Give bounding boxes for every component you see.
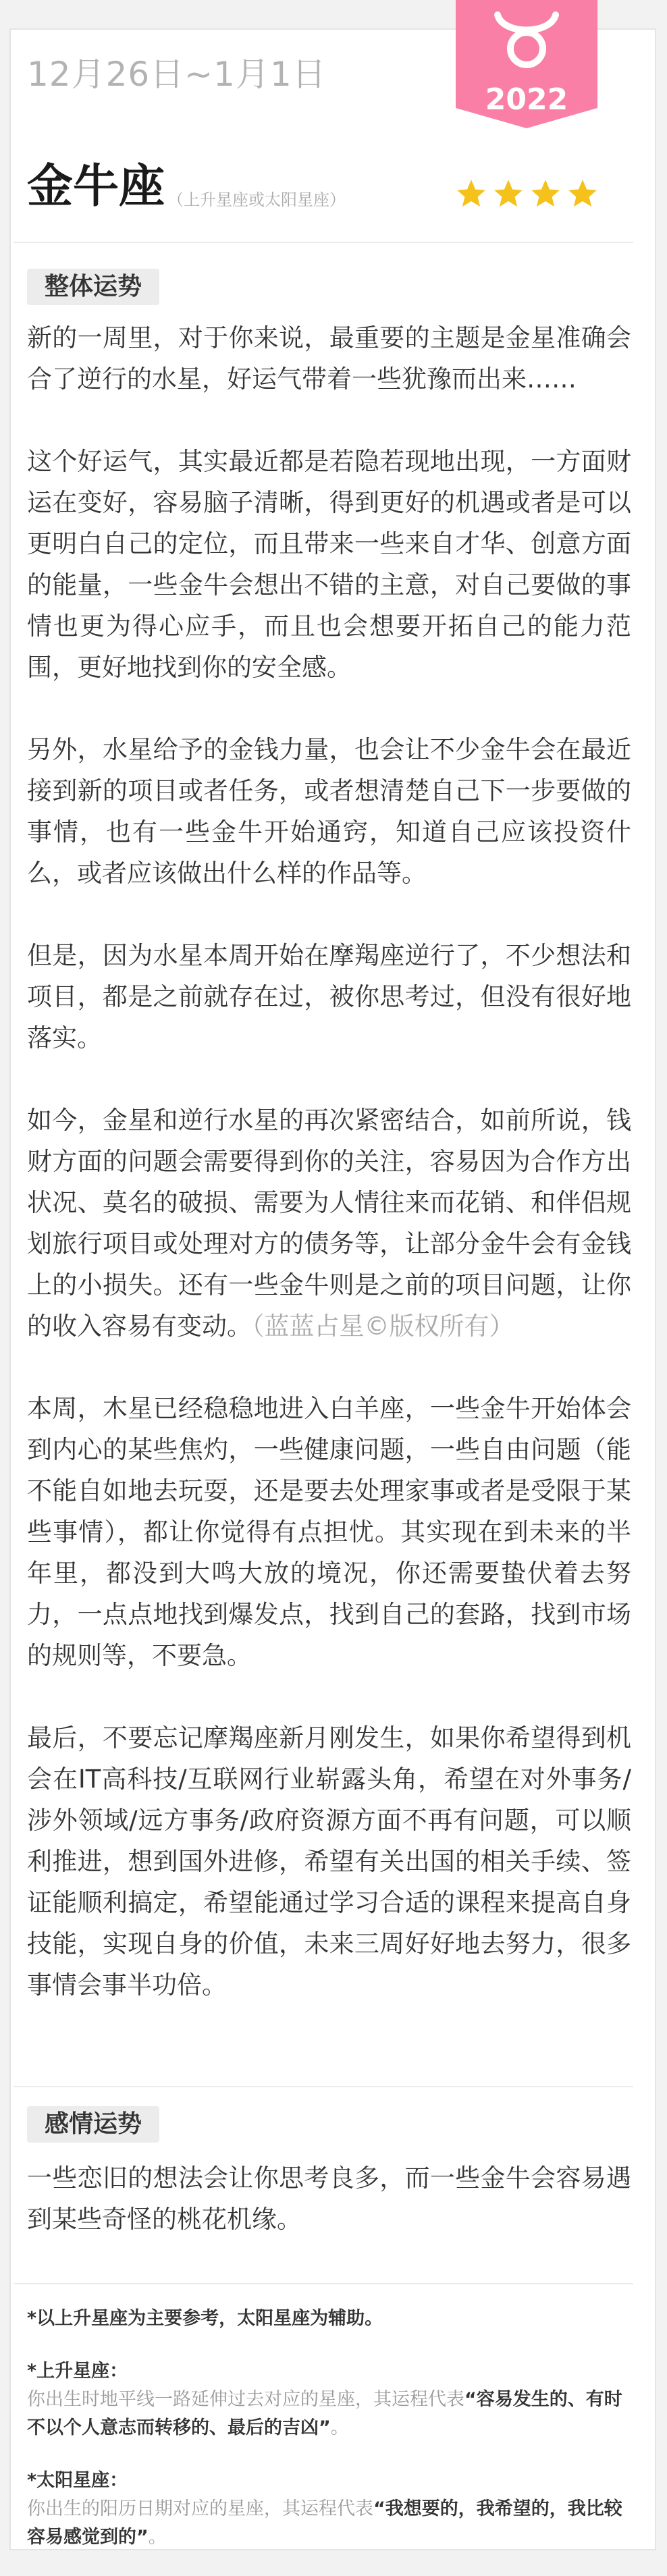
sign-note: （上升星座或太阳星座） [167,190,346,209]
overall-paragraph [27,1100,631,1347]
divider [14,242,633,243]
note-rising-quote: “容易发生的、有时不以个人意志而转移的、最后的吉凶” [27,2389,622,2438]
note-rising-end: 。 [330,2417,349,2438]
note-sun [27,2467,631,2552]
divider [14,2283,633,2284]
copyright-note: （蓝蓝占星©版权所有） [252,1312,514,1341]
note-rising-body [27,2386,631,2442]
note-rising-title: *上升星座： [27,2361,128,2382]
date-range: 12月26日~1月1日 [27,55,327,94]
star-icon [491,177,526,211]
star-icon [565,177,600,211]
note-sun-end: 。 [148,2527,167,2548]
love-text [27,2157,631,2240]
overall-paragraph: 另外，水星给予的金钱力量，也会让不少金牛会在最近接到新的项目或者任务，或者想清楚自己下一步要做的事情，也有一些金牛开始通窍，知道自己应该投资什么，或者应该做出什么样的作品等。 [27,735,631,888]
star-icon [528,177,563,211]
note-rising [27,2357,631,2442]
overall-paragraph: 但是，因为水星本周开始在摩羯座逆行了，不少想法和项目，都是之前就存在过，被你思考过，但没有很好地落实。 [27,941,631,1052]
notes [27,2305,631,2576]
overall-paragraph: 最后，不要忘记摩羯座新月刚发生，如果你希望得到机会在IT高科技/互联网行业崭露头角，希望在对外事务/涉外领域/远方事务/政府资源方面不再有问题，可以顺利推进，想到国外进修，希望有关出国的相关手续、签证能顺利搞定，希望能通过学习合适的课程来提高自身技能，实现自身的价值，未来三周好好地去努力，很多事情会事半功倍。 [27,1723,631,2000]
note-rising-desc: 你出生时地平线一路延伸过去对应的星座，其运程代表 [27,2389,464,2410]
section-tag-overall: 整体运势 [27,269,159,305]
note-sun-desc: 你出生的阳历日期对应的星座，其运程代表 [27,2498,373,2519]
overall-paragraph: 本周，木星已经稳稳地进入白羊座，一些金牛开始体会到内心的某些焦灼，一些健康问题，一些自由问题（能不能自如地去玩耍，还是要去处理家事或者是受限于某些事情），都让你觉得有点担忧。其实现在到未来的半年里，都没到大鸣大放的境况，你还需要蛰伏着去努力，一点点地找到爆发点，找到自己的套路，找到市场的规则等，不要急。 [27,1394,631,1670]
year-label: 2022 [485,82,568,117]
overall-paragraph: 这个好运气，其实最近都是若隐若现地出现，一方面财运在变好，容易脑子清晰，得到更好的机遇或者是可以更明白自己的定位，而且带来一些来自才华、创意方面的能量，一些金牛会想出不错的主意，对自己要做的事情也更为得心应手，而且也会想要开拓自己的能力范围，更好地找到你的安全感。 [27,447,631,682]
note-sun-quote: “我想要的，我希望的，我比较容易感觉到的” [27,2498,622,2548]
rating-stars [454,177,602,217]
note-sun-body [27,2495,631,2552]
note-sun-title: *太阳星座： [27,2470,128,2491]
star-icon [454,177,489,211]
overall-paragraph: 新的一周里，对于你来说，最重要的主题是金星准确会合了逆行的水星，好运气带着一些犹豫而出来…… [27,323,631,394]
note-main [27,2305,631,2333]
overall-text [27,317,631,2006]
divider [14,2086,633,2087]
sign-title: 金牛座 [27,160,165,213]
love-paragraph: 一些恋旧的想法会让你思考良多，而一些金牛会容易遇到某些奇怪的桃花机缘。 [27,2164,631,2234]
note-main-text: *以上升星座为主要参考，太阳星座为辅助。 [27,2308,383,2329]
year-badge [449,0,604,128]
section-tag-love: 感情运势 [27,2106,159,2143]
overall-paragraph-text: 如今，金星和逆行水星的再次紧密结合，如前所说，钱财方面的问题会需要得到你的关注，容易因为合作方出状况、莫名的破损、需要为人情往来而花销、和伴侣规划旅行项目或处理对方的债务等，让部分金牛会有金钱上的小损失。还有一些金牛则是之前的项目问题，让你的收入容易有变动。 [27,1106,631,1341]
